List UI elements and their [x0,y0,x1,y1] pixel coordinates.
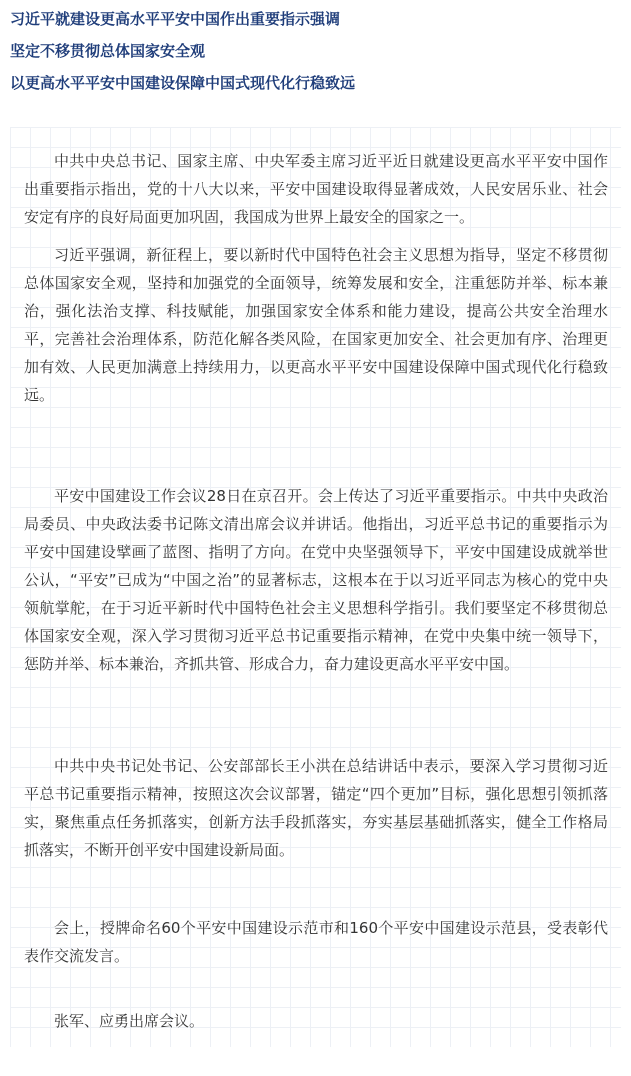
article-paragraph-6: 张军、应勇出席会议。 [54,1012,205,1030]
article-paragraph-5: 会上，授牌命名60个平安中国建设示范市和160个平安中国建设示范县，受表彰代表作交流发言。 [24,919,608,965]
article-paragraph-1: 中共中央总书记、国家主席、中央军委主席习近平近日就建设更高水平平安中国作出重要指示指出，党的十八大以来，平安中国建设取得显著成效，人民安居乐业、社会安定有序的良好局面更加巩固，我国成为世界上最安全的国家之一。 [24,152,608,226]
article-body [10,127,621,1047]
headline-line-1: 习近平就建设更高水平平安中国作出重要指示强调 [10,10,341,28]
article-paragraph-4: 中共中央书记处书记、公安部部长王小洪在总结讲话中表示，要深入学习贯彻习近平总书记重要指示精神，按照这次会议部署，锚定“四个更加”目标，强化思想引领抓落实，聚焦重点任务抓落实，创新方法手段抓落实，夯实基层基础抓落实，健全工作格局抓落实，不断开创平安中国建设新局面。 [24,757,608,859]
article-paragraph-3: 平安中国建设工作会议28日在京召开。会上传达了习近平重要指示。中共中央政治局委员、中央政法委书记陈文清出席会议并讲话。他指出，习近平总书记的重要指示为平安中国建设擘画了蓝图、指明了方向。在党中央坚强领导下，平安中国建设成就举世公认，“平安”已成为“中国之治”的显著标志，这根本在于以习近平同志为核心的党中央领航掌舵，在于习近平新时代中国特色社会主义思想科学指引。我们要坚定不移贯彻总体国家安全观，深入学习贯彻习近平总书记重要指示精神，在党中央集中统一领导下，惩防并举、标本兼治，齐抓共管、形成合力，奋力建设更高水平平安中国。 [24,487,608,673]
headline-line-3: 以更高水平平安中国建设保障中国式现代化行稳致远 [10,74,356,92]
article-paragraph-2: 习近平强调，新征程上，要以新时代中国特色社会主义思想为指导，坚定不移贯彻总体国家安全观，坚持和加强党的全面领导，统筹发展和安全，注重惩防并举、标本兼治，强化法治支撑、科技赋能，加强国家安全体系和能力建设，提高公共安全治理水平，完善社会治理体系，防范化解各类风险，在国家更加安全、社会更加有序、治理更加有效、人民更加满意上持续用力，以更高水平平安中国建设保障中国式现代化行稳致远。 [24,246,608,404]
headline-block [0,0,631,110]
headline-line-2: 坚定不移贯彻总体国家安全观 [10,42,206,60]
